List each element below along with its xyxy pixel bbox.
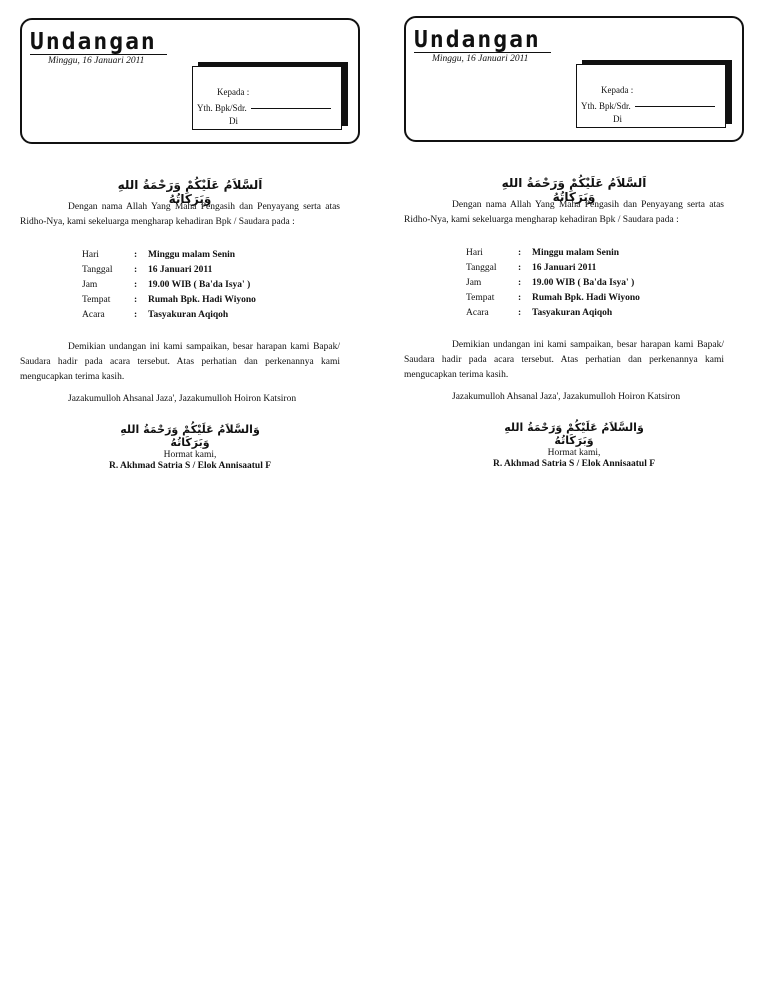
hormat-text: Hormat kami, xyxy=(163,450,217,460)
closing-paragraph: Demikian undangan ini kami sampaikan, besar harapan kami Bapak/ Saudara hadir pada acara tersebut. Atas perhatian dan perkenannya kami mengucapkan terima kasih. xyxy=(404,340,724,380)
signatory-names: R. Akhmad Satria S / Elok Annisaatul F xyxy=(492,459,656,469)
event-details xyxy=(466,248,640,323)
detail-row-tanggal: Tanggal : 16 Januari 2011 xyxy=(82,265,213,275)
detail-row-tempat: Tempat : Rumah Bpk. Hadi Wiyono xyxy=(466,293,640,303)
signature-block xyxy=(80,450,300,472)
opening-paragraph: Dengan nama Allah Yang Maha Pengasih dan Penyayang serta atas Ridho-Nya, kami sekeluarga mengharap kehadiran Bpk / Saudara pada : xyxy=(20,202,340,227)
address-yth: Yth. Bpk/Sdr. xyxy=(197,103,331,113)
detail-row-jam: Jam : 19.00 WIB ( Ba'da Isya' ) xyxy=(466,278,635,288)
jazakum-text: Jazakumulloh Ahsanal Jaza', Jazakumulloh Hoiron Katsiron xyxy=(452,392,681,402)
address-kepada: Kepada : xyxy=(217,87,250,97)
detail-row-tanggal: Tanggal : 16 Januari 2011 xyxy=(466,263,597,273)
detail-row-hari: Hari : Minggu malam Senin xyxy=(466,248,620,258)
salam-opening: اَلسَّلاَمُ عَلَيْكُمْ وَرَحْمَةُ اللهِ وَبَرَكَاتُهُ xyxy=(501,176,647,204)
address-kepada: Kepada : xyxy=(601,85,634,95)
invitation-card-right xyxy=(404,16,744,496)
closing-paragraph: Demikian undangan ini kami sampaikan, besar harapan kami Bapak/ Saudara hadir pada acara tersebut. Atas perhatian dan perkenannya kami mengucapkan terima kasih. xyxy=(20,342,340,382)
detail-row-acara: Acara : Tasyakuran Aqiqoh xyxy=(82,310,229,320)
detail-row-tempat: Tempat : Rumah Bpk. Hadi Wiyono xyxy=(82,295,256,305)
address-yth: Yth. Bpk/Sdr. xyxy=(581,101,715,111)
address-di: Di xyxy=(229,116,238,126)
invitation-date: Minggu, 16 Januari 2011 xyxy=(432,54,529,64)
invitation-title: Undangan xyxy=(30,30,167,55)
header-box xyxy=(404,16,744,142)
salam-opening: اَلسَّلاَمُ عَلَيْكُمْ وَرَحْمَةُ اللهِ وَبَرَكَاتُهُ xyxy=(117,178,263,206)
signature-block xyxy=(464,448,684,470)
opening-paragraph: Dengan nama Allah Yang Maha Pengasih dan Penyayang serta atas Ridho-Nya, kami sekeluarga mengharap kehadiran Bpk / Saudara pada : xyxy=(404,200,724,225)
address-box xyxy=(576,64,726,128)
salam-closing: وَالسَّلاَمُ عَلَيْكُمْ وَرَحْمَةُ اللهِ وَبَرَكَاتُهُ xyxy=(120,423,260,449)
jazakum-text: Jazakumulloh Ahsanal Jaza', Jazakumulloh Hoiron Katsiron xyxy=(68,394,297,404)
detail-row-acara: Acara : Tasyakuran Aqiqoh xyxy=(466,308,613,318)
hormat-text: Hormat kami, xyxy=(547,448,601,458)
event-details xyxy=(82,250,256,325)
header-box xyxy=(20,18,360,144)
invitation-date: Minggu, 16 Januari 2011 xyxy=(48,56,145,66)
address-box xyxy=(192,66,342,130)
signatory-names: R. Akhmad Satria S / Elok Annisaatul F xyxy=(108,461,272,471)
salam-closing: وَالسَّلاَمُ عَلَيْكُمْ وَرَحْمَةُ اللهِ وَبَرَكَاتُهُ xyxy=(504,421,644,447)
detail-row-jam: Jam : 19.00 WIB ( Ba'da Isya' ) xyxy=(82,280,251,290)
address-di: Di xyxy=(613,114,622,124)
invitation-card-left xyxy=(20,18,360,498)
detail-row-hari: Hari : Minggu malam Senin xyxy=(82,250,236,260)
invitation-title: Undangan xyxy=(414,28,551,53)
